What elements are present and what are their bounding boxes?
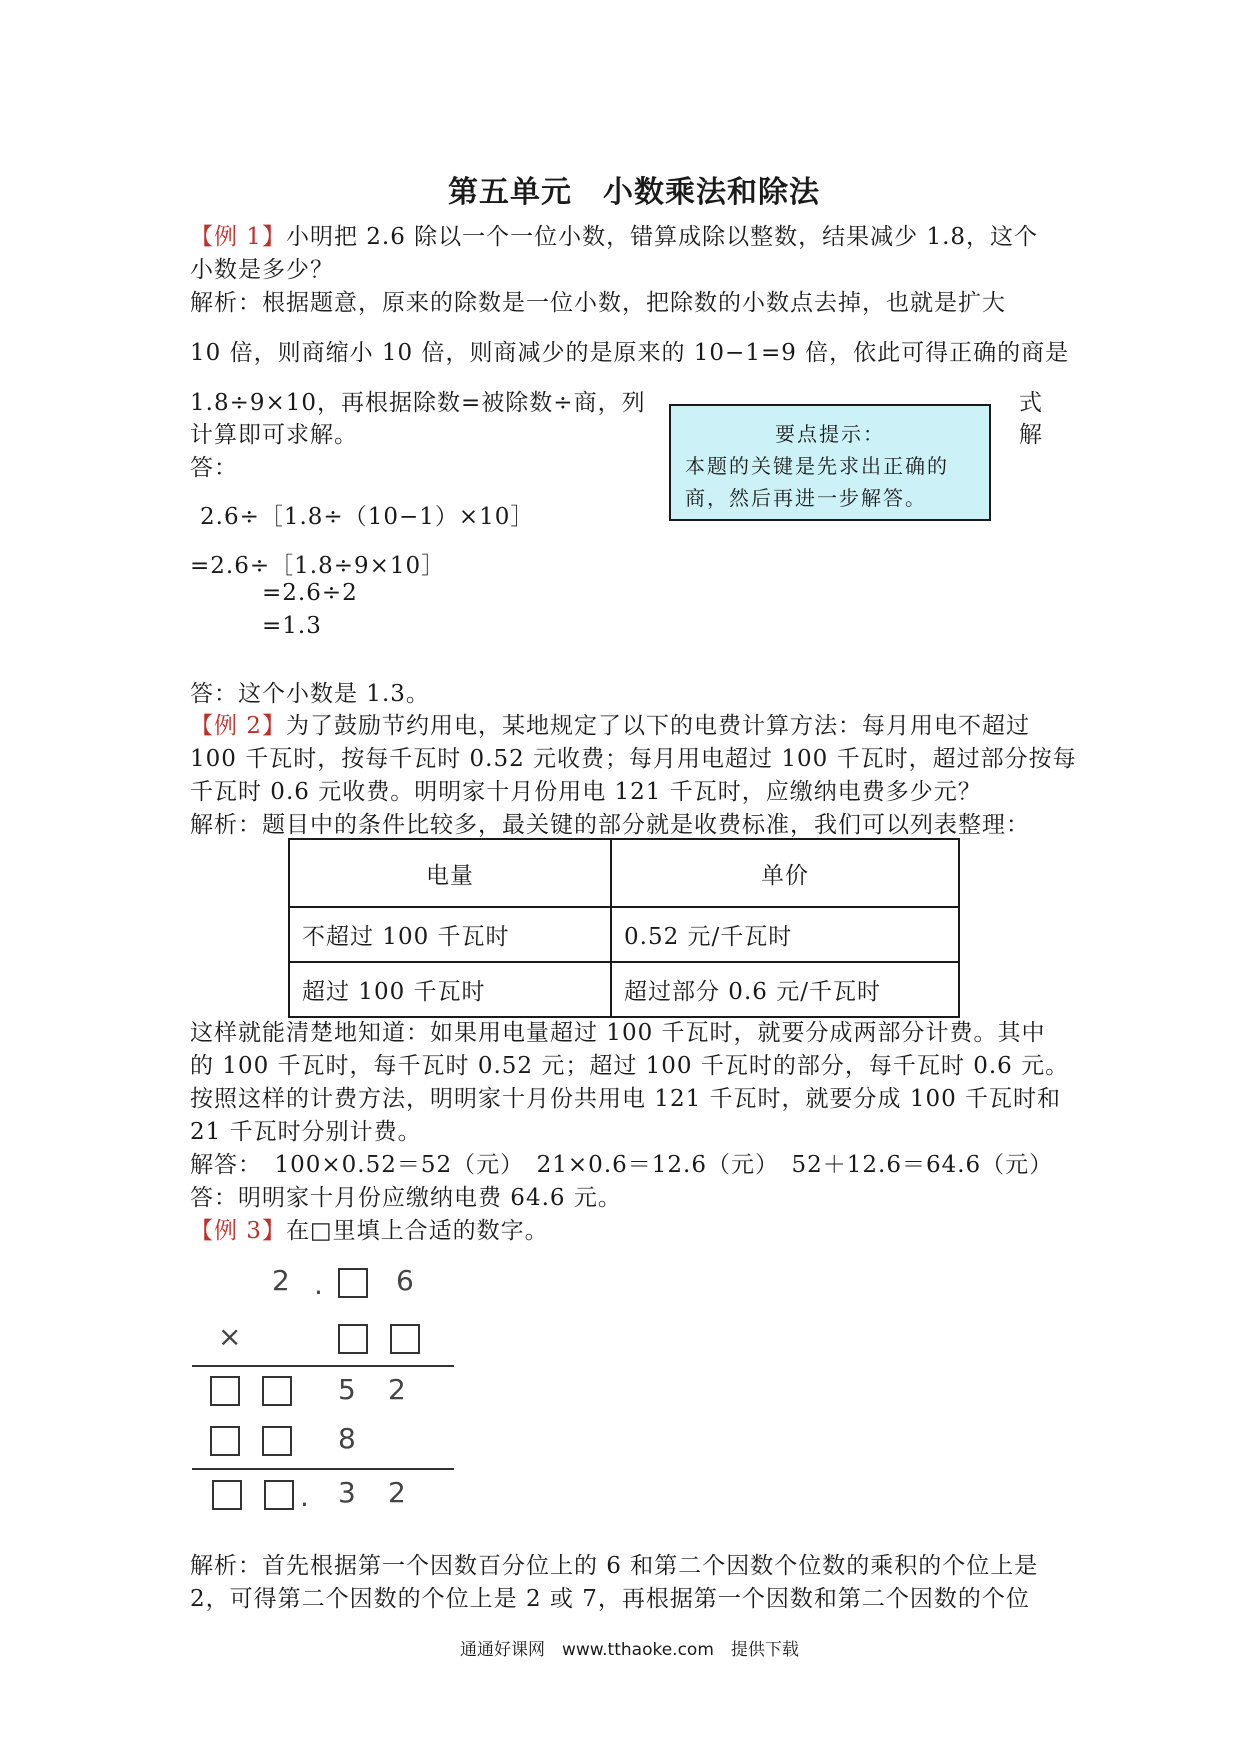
blank-box[interactable]	[210, 1376, 240, 1406]
example2-question-line1: 【例 2】为了鼓励节约用电，某地规定了以下的电费计算方法：每月用电不超过	[190, 713, 1030, 739]
example1-question-line1: 【例 1】小明把 2.6 除以一个一位小数，错算成除以整数，结果减少 1.8，这个	[190, 224, 1039, 250]
blank-box[interactable]	[338, 1324, 368, 1354]
blank-box[interactable]	[264, 1480, 294, 1510]
tip-line1: 本题的关键是先求出正确的	[685, 454, 949, 478]
example2-solution: 解答： 100×0.52＝52（元） 21×0.6＝12.6（元） 52＋12.6＝64.6（元）	[190, 1152, 1054, 1178]
puzzle-digit: 2	[272, 1264, 290, 1297]
blank-box[interactable]	[262, 1426, 292, 1456]
tip-title: 要点提示：	[775, 422, 885, 446]
example1-analysis-line3-end: 式	[1019, 390, 1043, 416]
example1-question-line2: 小数是多少？	[190, 257, 334, 283]
puzzle-digit: 3	[338, 1476, 356, 1509]
footer-download-note: 通通好课网 www.tthaoke.com 提供下载	[460, 1640, 799, 1660]
puzzle-digit: 5	[338, 1373, 356, 1406]
example2-tag: 【例 2】	[190, 713, 286, 739]
puzzle-digit: 8	[338, 1422, 356, 1455]
puzzle-digit: 2	[388, 1373, 406, 1406]
puzzle-rule-line	[192, 1468, 454, 1470]
example2-question-line2: 100 千瓦时，按每千瓦时 0.52 元收费；每月用电超过 100 千瓦时，超过部分按每	[190, 746, 1077, 772]
table-header-row	[289, 839, 959, 907]
table-cell: 超过部分 0.6 元/千瓦时	[611, 962, 959, 1017]
calc-step-3: =2.6÷2	[262, 580, 358, 606]
multiply-sign: ×	[218, 1320, 242, 1353]
example2-explain-line2: 的 100 千瓦时，每千瓦时 0.52 元；超过 100 千瓦时的部分，每千瓦时 0.6 元。	[190, 1053, 1070, 1079]
example2-explain-line3: 按照这样的计费方法，明明家十月份共用电 121 千瓦时，就要分成 100 千瓦时和	[190, 1086, 1062, 1112]
example1-tag: 【例 1】	[190, 224, 286, 250]
example2-analysis: 解析：题目中的条件比较多，最关键的部分就是收费标准，我们可以列表整理：	[190, 812, 1030, 838]
calc-step-4: =1.3	[262, 613, 322, 639]
example1-analysis-line2: 10 倍，则商缩小 10 倍，则商减少的是原来的 10−1=9 倍，依此可得正确的商是	[190, 340, 1070, 366]
example1-analysis-line4: 计算即可求解。	[190, 422, 358, 448]
blank-box[interactable]	[262, 1376, 292, 1406]
table-header-cell: 电量	[289, 839, 611, 907]
example1-final-answer: 答：这个小数是 1.3。	[190, 681, 430, 707]
key-point-tip-box	[669, 404, 991, 521]
example3-analysis-line2: 2，可得第二个因数的个位上是 2 或 7，再根据第一个因数和第二个因数的个位	[190, 1586, 1030, 1612]
example3-question: 【例 3】在□里填上合适的数字。	[190, 1218, 549, 1244]
example2-final-answer: 答：明明家十月份应缴纳电费 64.6 元。	[190, 1185, 622, 1211]
puzzle-digit: 2	[388, 1476, 406, 1509]
calc-step-1: 2.6÷［1.8÷（10−1）×10］	[200, 504, 535, 530]
calc-step-2: =2.6÷［1.8÷9×10］	[190, 553, 446, 579]
example3-analysis-line1: 解析：首先根据第一个因数百分位上的 6 和第二个因数个位数的乘积的个位上是	[190, 1553, 1039, 1579]
blank-box[interactable]	[212, 1480, 242, 1510]
example1-analysis-line4-end: 解	[1019, 422, 1043, 448]
blank-box[interactable]	[338, 1268, 368, 1298]
example2-question-line3: 千瓦时 0.6 元收费。明明家十月份用电 121 千瓦时，应缴纳电费多少元？	[190, 779, 982, 805]
example1-answer-label: 答：	[190, 455, 238, 481]
page-title: 第五单元 小数乘法和除法	[448, 175, 820, 210]
puzzle-decimal-point: .	[300, 1480, 309, 1513]
example1-analysis-line3: 1.8÷9×10，再根据除数=被除数÷商，列	[190, 390, 646, 416]
example2-explain-line4: 21 千瓦时分别计费。	[190, 1119, 422, 1145]
puzzle-digit: 6	[396, 1264, 414, 1297]
table-row	[289, 907, 959, 962]
blank-box[interactable]	[390, 1324, 420, 1354]
example1-analysis-line1: 解析：根据题意，原来的除数是一位小数，把除数的小数点去掉，也就是扩大	[190, 290, 1006, 316]
tip-line2: 商，然后再进一步解答。	[685, 486, 927, 510]
example2-explain-line1: 这样就能清楚地知道：如果用电量超过 100 千瓦时，就要分成两部分计费。其中	[190, 1020, 1046, 1046]
table-cell: 0.52 元/千瓦时	[611, 907, 959, 962]
example3-tag: 【例 3】	[190, 1218, 286, 1244]
price-table	[288, 838, 960, 1018]
blank-box[interactable]	[210, 1426, 240, 1456]
table-cell: 超过 100 千瓦时	[289, 962, 611, 1017]
table-cell: 不超过 100 千瓦时	[289, 907, 611, 962]
table-row	[289, 962, 959, 1017]
table-header-cell: 单价	[611, 839, 959, 907]
puzzle-decimal-point: .	[314, 1268, 323, 1301]
puzzle-rule-line	[192, 1365, 454, 1367]
